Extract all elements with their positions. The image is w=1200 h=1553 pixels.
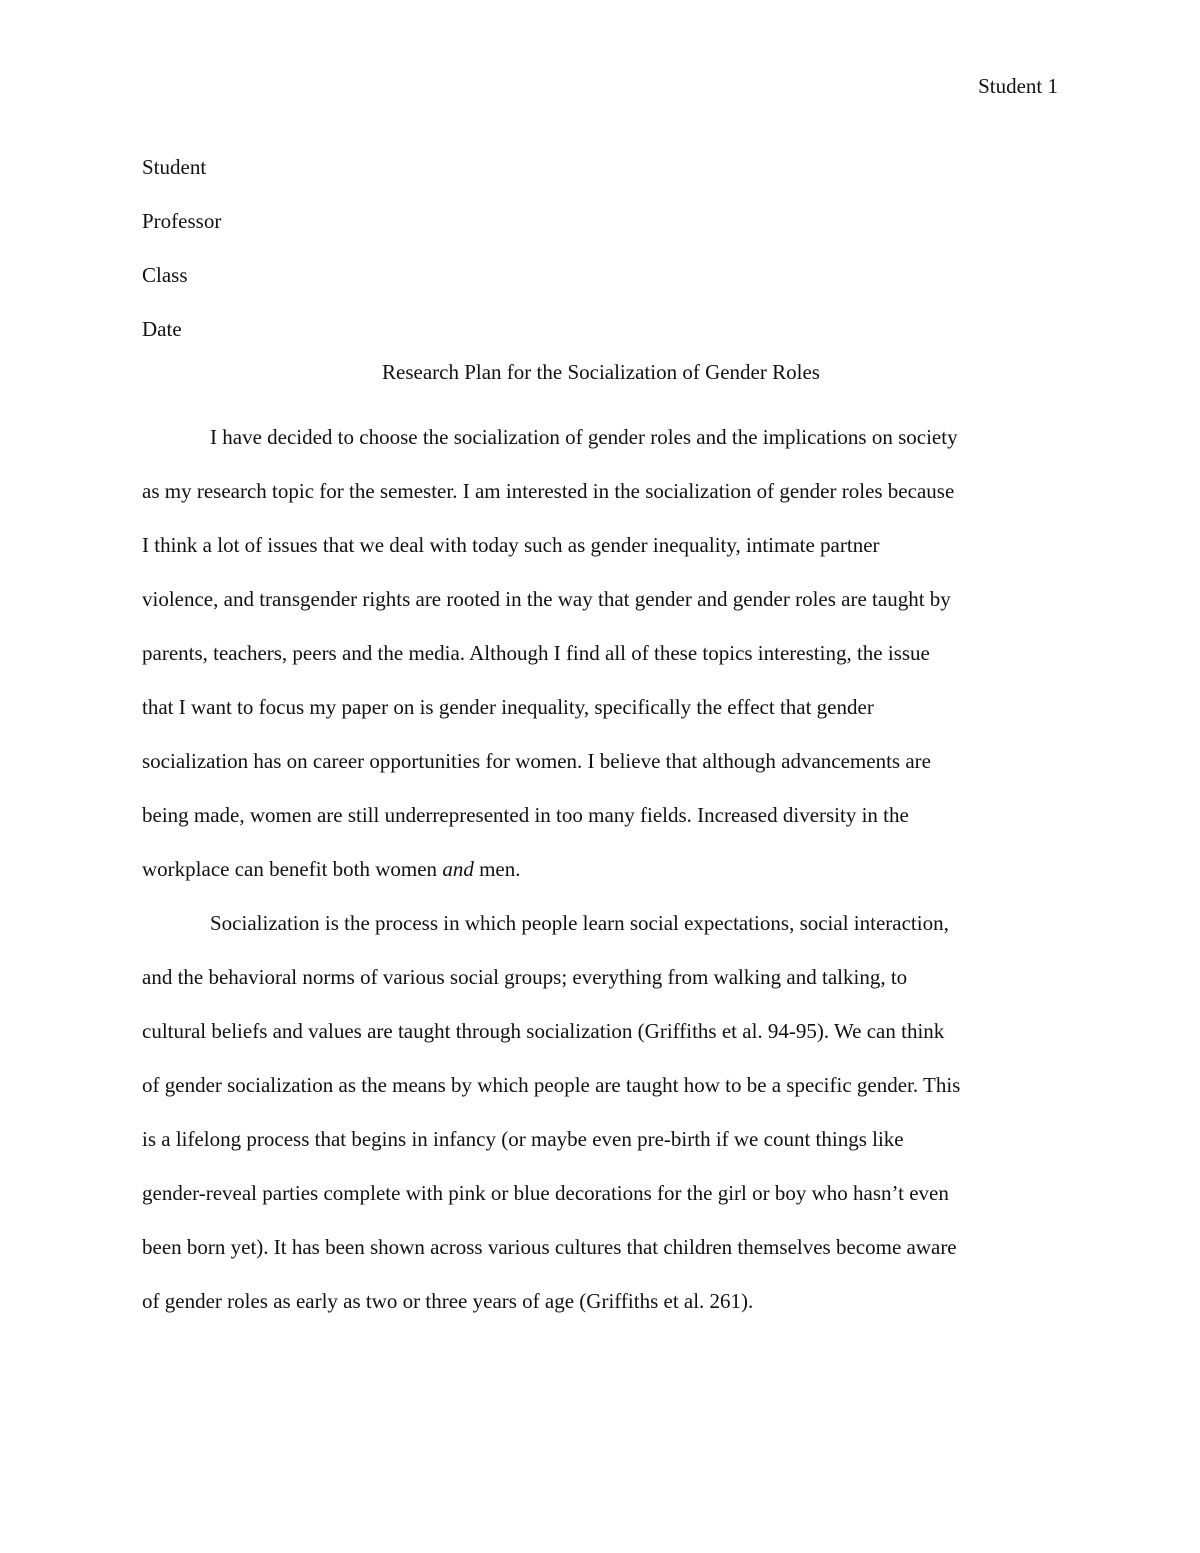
paragraph-2 — [142, 896, 1060, 1328]
paragraph-line: as my research topic for the semester. I am interested in the socialization of gender roles because — [142, 479, 955, 503]
paragraph-line: of gender roles as early as two or three years of age (Griffiths et al. 261). — [142, 1289, 754, 1313]
paragraph-last-line — [142, 842, 1060, 896]
heading-class: Class — [142, 263, 188, 287]
paragraph-line: gender-reveal parties complete with pink or blue decorations for the girl or boy who hasn’t even — [142, 1181, 949, 1205]
paragraph-1 — [142, 410, 1060, 896]
paragraph-text: workplace can benefit both women — [142, 857, 443, 881]
paragraph-line: violence, and transgender rights are rooted in the way that gender and gender roles are taught by — [142, 587, 951, 611]
paragraph-line: socialization has on career opportunities for women. I believe that although advancements are — [142, 749, 931, 773]
paper-body — [142, 410, 1060, 1328]
paragraph-line: I have decided to choose the socialization of gender roles and the implications on society — [210, 425, 958, 449]
heading-block — [142, 140, 1060, 356]
emphasized-word: and — [442, 857, 474, 881]
paragraph-line: been born yet). It has been shown across various cultures that children themselves become aware — [142, 1235, 957, 1259]
paper-title: Research Plan for the Socialization of Gender Roles — [382, 360, 820, 384]
paragraph-line: parents, teachers, peers and the media. Although I find all of these topics interesting, the issue — [142, 641, 930, 665]
paragraph-line: being made, women are still underrepresented in too many fields. Increased diversity in the — [142, 803, 909, 827]
paragraph-line: and the behavioral norms of various social groups; everything from walking and talking, to — [142, 965, 908, 989]
paragraph-line: of gender socialization as the means by which people are taught how to be a specific gender. This — [142, 1073, 961, 1097]
paragraph-line: that I want to focus my paper on is gender inequality, specifically the effect that gender — [142, 695, 874, 719]
heading-student: Student — [142, 155, 207, 179]
running-head: Student 1 — [978, 74, 1058, 98]
paragraph-text: men. — [473, 857, 521, 881]
heading-professor: Professor — [142, 209, 222, 233]
paragraph-line: cultural beliefs and values are taught through socialization (Griffiths et al. 94-95). We can think — [142, 1019, 945, 1043]
paragraph-line: I think a lot of issues that we deal with today such as gender inequality, intimate partner — [142, 533, 880, 557]
heading-date: Date — [142, 317, 182, 341]
paragraph-line: is a lifelong process that begins in infancy (or maybe even pre-birth if we count things like — [142, 1127, 904, 1151]
paragraph-line: Socialization is the process in which people learn social expectations, social interaction, — [210, 911, 949, 935]
